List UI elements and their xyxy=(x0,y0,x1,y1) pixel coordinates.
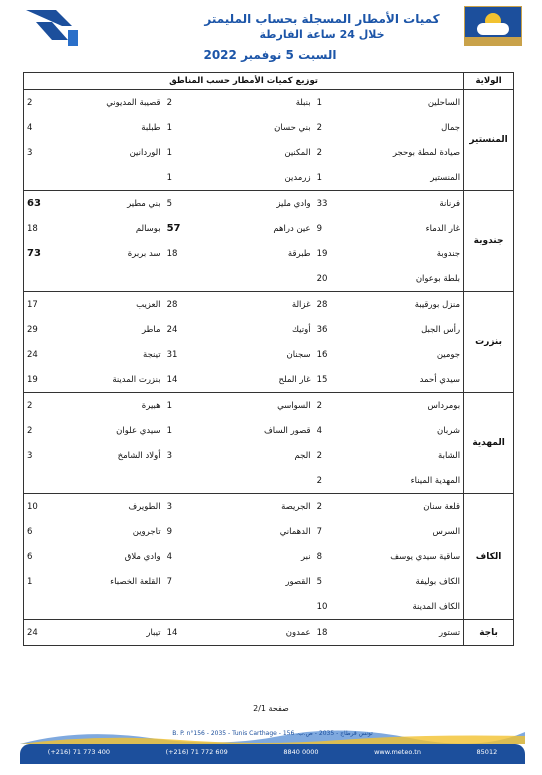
rain-value: 36 xyxy=(316,324,328,335)
table-row xyxy=(24,90,514,116)
rain-value: 3 xyxy=(24,140,64,165)
station-name: قلعة سنان xyxy=(364,494,464,520)
table-row xyxy=(24,519,514,544)
station-name: غزالة xyxy=(214,292,314,318)
station-name: بوسالم xyxy=(135,223,161,234)
station-name: الجريصة xyxy=(214,494,314,520)
station-name: السواسي xyxy=(214,393,314,419)
rain-value: 33 xyxy=(314,191,364,217)
rain-value xyxy=(24,468,64,494)
governorate-cell: المهدية xyxy=(464,393,514,494)
rain-value: 18 xyxy=(24,216,64,241)
rain-value: 6 xyxy=(24,544,64,569)
station-name: الجم xyxy=(294,450,311,461)
station-name: سد بربرة xyxy=(127,248,161,259)
station-name: أوتيك xyxy=(292,324,311,335)
station-name: جمال xyxy=(441,122,461,133)
rain-value: 4 xyxy=(24,115,64,140)
rain-value: 29 xyxy=(24,317,64,342)
station-name: تيبار xyxy=(64,620,164,646)
table-row xyxy=(24,191,514,217)
rain-value: 9 xyxy=(166,526,172,537)
governorate-cell: جندوبة xyxy=(464,191,514,292)
table-row xyxy=(24,494,514,520)
rain-value: 1 xyxy=(166,172,172,183)
rain-value: 57 xyxy=(166,223,181,234)
station-name: المكنين xyxy=(284,147,311,158)
rain-value: 1 xyxy=(24,569,64,594)
rain-value: 31 xyxy=(166,349,178,360)
rain-value: 2 xyxy=(316,475,322,486)
station-name: الدهماني xyxy=(279,526,311,537)
station-name: الوردانين xyxy=(129,147,161,158)
station-name: الكاف بوليفة xyxy=(415,576,461,587)
governorate-cell: المنستير xyxy=(464,90,514,191)
station-name xyxy=(64,468,164,494)
footer-contacts xyxy=(20,748,525,756)
station-name: بني مطير xyxy=(64,191,164,217)
table-row xyxy=(24,443,514,468)
station-name: نبر xyxy=(300,551,311,562)
governorate-cell: باجة xyxy=(464,620,514,646)
table-row xyxy=(24,367,514,393)
station-name: بنزرت المدينة xyxy=(112,374,161,385)
footer-address: B. P. n°156 - 2035 - Tunis Carthage - تونس قرطاج - 2035 - ص.ب. 156 xyxy=(172,730,373,737)
table-row xyxy=(24,342,514,367)
station-name: طبلبة xyxy=(141,122,161,133)
footer-phone-2: (+216) 71 772 609 xyxy=(165,748,228,756)
table-row xyxy=(24,620,514,646)
station-name: سيدي علوان xyxy=(116,425,161,436)
station-name: رأس الجبل xyxy=(421,324,461,335)
rain-value: 5 xyxy=(316,576,322,587)
rain-value: 3 xyxy=(24,443,64,468)
rain-value: 17 xyxy=(24,292,64,318)
rain-value xyxy=(24,594,64,620)
table-row xyxy=(24,292,514,318)
station-name: القصور xyxy=(285,576,311,587)
page-subtitle: خلال 24 ساعة الفارطة xyxy=(259,28,385,41)
station-name: المنستير xyxy=(430,172,461,183)
station-name: سجنان xyxy=(286,349,311,360)
rain-value: 9 xyxy=(316,223,322,234)
rainfall-table xyxy=(23,72,514,646)
meteo-institute-logo-icon xyxy=(464,6,522,46)
rain-value: 24 xyxy=(24,620,64,646)
rain-value: 3 xyxy=(166,450,172,461)
rain-value: 7 xyxy=(316,526,322,537)
table-row xyxy=(24,165,514,191)
station-name: المهدية الميناء xyxy=(410,475,461,486)
table-row xyxy=(24,418,514,443)
station-name: بني حسان xyxy=(274,122,311,133)
rain-value: 2 xyxy=(24,418,64,443)
rain-value: 28 xyxy=(164,292,214,318)
station-name: طبرقة xyxy=(287,248,311,259)
station-name: شربان xyxy=(437,425,461,436)
rain-value: 1 xyxy=(164,393,214,419)
report-date: السبت 5 نوفمبر 2022 xyxy=(203,48,337,62)
station-name: غار الملح xyxy=(278,374,311,385)
rain-value: 24 xyxy=(166,324,178,335)
rain-value: 15 xyxy=(316,374,328,385)
rain-value xyxy=(164,594,214,620)
table-row xyxy=(24,266,514,292)
station-name: قصيبة المديوني xyxy=(64,90,164,116)
rain-value xyxy=(24,266,64,292)
station-name: سيدي أحمد xyxy=(419,374,461,385)
rain-value: 2 xyxy=(316,147,322,158)
governorate-cell: الكاف xyxy=(464,494,514,620)
station-name: جومين xyxy=(436,349,461,360)
station-name: بومرداس xyxy=(364,393,464,419)
table-row xyxy=(24,115,514,140)
rain-value: 2 xyxy=(314,494,364,520)
rain-value: 6 xyxy=(24,519,64,544)
rain-value: 20 xyxy=(316,273,328,284)
rain-value: 4 xyxy=(166,551,172,562)
table-row xyxy=(24,216,514,241)
rain-value: 14 xyxy=(166,374,178,385)
table-row xyxy=(24,317,514,342)
rain-value: 19 xyxy=(24,367,64,393)
table-row xyxy=(24,140,514,165)
table-row xyxy=(24,569,514,594)
rain-value: 3 xyxy=(164,494,214,520)
rain-value: 1 xyxy=(166,122,172,133)
rain-value: 63 xyxy=(24,191,64,217)
station-name: الكاف المدينة xyxy=(412,601,461,612)
station-name: ساقية سيدي يوسف xyxy=(390,551,461,562)
page-number: صفحة 2/1 xyxy=(253,704,289,713)
rain-value: 2 xyxy=(316,122,322,133)
station-name: تينجة xyxy=(143,349,161,360)
station-name: الساحلين xyxy=(364,90,464,116)
station-name: صيادة لمطة بوحجر xyxy=(392,147,461,158)
rain-value: 73 xyxy=(24,241,64,266)
rain-value: 7 xyxy=(166,576,172,587)
station-name: بلطة بوعوان xyxy=(415,273,461,284)
station-name: بنبلة xyxy=(214,90,314,116)
station-name xyxy=(214,594,314,620)
station-name: عمدون xyxy=(214,620,314,646)
station-name: الشابة xyxy=(438,450,461,461)
station-name: الطويرف xyxy=(64,494,164,520)
rain-value: 18 xyxy=(314,620,364,646)
rain-value: 2 xyxy=(24,90,64,116)
station-name: زرمدين xyxy=(284,172,311,183)
table-row xyxy=(24,241,514,266)
rain-value: 2 xyxy=(314,393,364,419)
header-governorate: الولاية xyxy=(464,73,514,90)
rain-value: 2 xyxy=(164,90,214,116)
rain-value: 18 xyxy=(166,248,178,259)
footer-phone-3: 8840 0000 xyxy=(283,748,319,756)
header xyxy=(0,0,542,70)
station-name: السرس xyxy=(432,526,461,537)
station-name: هبيرة xyxy=(64,393,164,419)
rain-value: 10 xyxy=(24,494,64,520)
rain-value: 8 xyxy=(316,551,322,562)
governorate-cell: بنزرت xyxy=(464,292,514,393)
ministry-logo-icon xyxy=(22,6,82,48)
rain-value: 1 xyxy=(166,425,172,436)
rain-value: 2 xyxy=(24,393,64,419)
station-name: ماطر xyxy=(141,324,161,335)
station-name: فرنانة xyxy=(364,191,464,217)
station-name: عين دراهم xyxy=(273,223,311,234)
station-name: وادي مليز xyxy=(214,191,314,217)
rain-value: 4 xyxy=(316,425,322,436)
page-title: كميات الأمطار المسجلة بحساب المليمتر xyxy=(204,12,440,26)
station-name: قصور الساف xyxy=(263,425,311,436)
station-name xyxy=(64,165,164,191)
rain-value: 24 xyxy=(24,342,64,367)
station-name: تاجروين xyxy=(132,526,161,537)
rain-value: 19 xyxy=(316,248,328,259)
station-name: أولاد الشامخ xyxy=(117,450,161,461)
rain-value xyxy=(164,266,214,292)
rain-value: 5 xyxy=(164,191,214,217)
rain-value: 16 xyxy=(316,349,328,360)
station-name: القلعة الخصباء xyxy=(110,576,161,587)
table-row xyxy=(24,544,514,569)
station-name: غار الدماء xyxy=(425,223,461,234)
rain-value: 1 xyxy=(166,147,172,158)
rain-value xyxy=(164,468,214,494)
station-name: منزل بورقيبة xyxy=(364,292,464,318)
footer-phone-1: (+216) 71 773 400 xyxy=(47,748,110,756)
station-name: وادي ملاق xyxy=(124,551,161,562)
footer-website-link[interactable]: www.meteo.tn xyxy=(374,748,421,756)
station-name xyxy=(64,266,164,292)
station-name xyxy=(64,594,164,620)
footer-postal-code: 85012 xyxy=(476,748,498,756)
station-name: العزيب xyxy=(64,292,164,318)
header-distribution: توزيع كميات الأمطار حسب المناطق xyxy=(24,73,464,90)
rain-value: 28 xyxy=(314,292,364,318)
table-row xyxy=(24,393,514,419)
rain-value: 2 xyxy=(316,450,322,461)
station-name xyxy=(214,468,314,494)
station-name xyxy=(214,266,314,292)
station-name: تستور xyxy=(364,620,464,646)
rain-value xyxy=(24,165,64,191)
station-name: جندوبة xyxy=(436,248,461,259)
rain-value: 1 xyxy=(316,172,322,183)
table-row xyxy=(24,594,514,620)
footer xyxy=(20,728,525,764)
rain-value: 10 xyxy=(316,601,328,612)
rain-value: 14 xyxy=(164,620,214,646)
table-row xyxy=(24,468,514,494)
rain-value: 1 xyxy=(314,90,364,116)
